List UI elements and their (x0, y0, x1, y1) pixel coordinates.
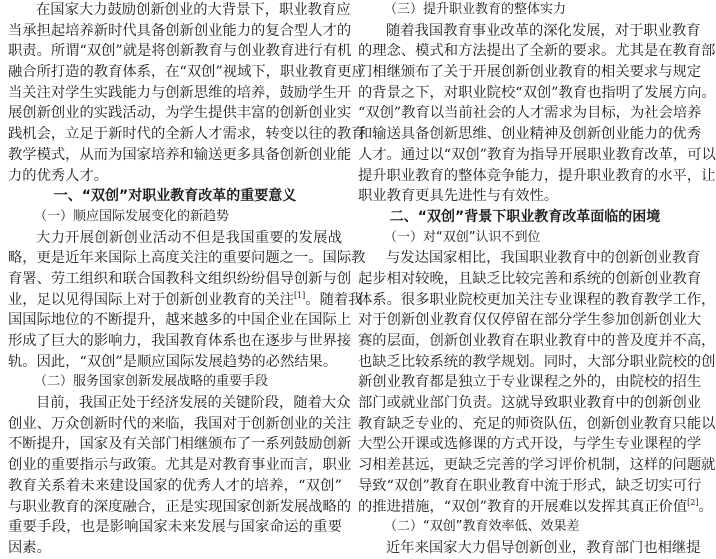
paragraph-last-line: 因素。 (8, 539, 51, 556)
paragraph-line: 也缺乏比较系统的教学规划。同时，大部分职业院校的创 (358, 353, 716, 370)
paragraph-line: 大型公开课或选修课的方式开设，与学生专业课程的学 (358, 436, 702, 453)
paragraph-line: 育署、劳工组织和联合国教科文组织纷纷倡导创新与创 (8, 270, 352, 287)
subsection-heading: （三）提升职业教育的整体实力 (384, 2, 567, 17)
paragraph-line: 当承担起培养新时代具备创新创业能力的复合型人才的 (8, 22, 352, 39)
right-column (358, 0, 716, 559)
paragraph-line: 新创业教育都是独立于专业课程之外的，由院校的招生 (358, 374, 702, 391)
line-text: 业，足以见得国际上对于创新创业教育的关注 (8, 291, 294, 308)
paragraph-line: 践机会，立足于新时代的全新人才需求，转变以往的教育 (8, 126, 366, 143)
subsection-heading: （二）“双创”教育效率低、效果差 (384, 519, 580, 535)
paragraph-line: 对于创新创业教育仅仅停留在部分学生参加创新创业大 (358, 312, 702, 329)
paragraph-first-line: 在国家大力鼓励创新创业的大背景下，职业教育应 (36, 2, 351, 18)
paragraph-first-line: 大力开展创新创业活动不但是我国重要的发展战 (36, 229, 342, 246)
paragraph-line: 重要手段，也是影响国家未来发展与国家命运的重要 (8, 519, 342, 536)
paragraph-line: 创业的重要指示与政策。尤其是对教育事业而言，职业 (8, 457, 352, 474)
paragraph-line: 创业、万众创新时代的来临，我国对于创新创业的关注 (8, 415, 352, 432)
left-column (8, 0, 366, 559)
paragraph-line: 部门或就业部门负责。这就导致职业教育中的创新创业 (358, 395, 702, 412)
paragraph-line: 习相差甚远，更缺乏完善的学习评价机制，这样的问题就 (358, 457, 716, 474)
paragraph-last-line (358, 497, 713, 518)
citation-marker: [1] (293, 290, 306, 300)
paragraph-line (8, 290, 363, 311)
paragraph-last-line: 力的优秀人才。 (8, 167, 109, 184)
section-heading: 一、“双创”对职业教育改革的重要意义 (53, 188, 297, 205)
paragraph-line: 不断提升，国家及有关部门相继颁布了一系列鼓励创新 (8, 436, 352, 453)
paragraph-line: 赛的层面，创新创业教育在职业教育中的普及度并不高， (358, 333, 716, 349)
paragraph-line: 和输送具备创新思维、创业精神及创新创业能力的优秀 (358, 126, 702, 143)
line-text: 的推进措施，“双创”教育的开展难以发挥其真正价值 (358, 498, 688, 515)
paragraph-line: 体系。很多职业院校更加关注专业课程的教育教学工作， (358, 291, 716, 308)
section-heading: 二、“双创”背景下职业教育改革面临的困境 (389, 208, 661, 225)
line-text-after-citation: 。 (698, 498, 713, 515)
paragraph-last-line: 职业教育更具先进性与有效性。 (358, 188, 559, 205)
line-text-after-citation: 。随着我 (305, 291, 363, 308)
paragraph-line: 展创新创业的实践活动，为学生提供丰富的创新创业实 (8, 105, 352, 122)
paragraph-line: 门相继颁布了关于开展创新创业教育的相关要求与规定 (358, 64, 702, 81)
paragraph-first-line: 与发达国家相比，我国职业教育中的创新创业教育 (386, 250, 701, 267)
paragraph-line: 与职业教育的深度融合，正是实现国家创新发展战略的 (8, 498, 352, 515)
paragraph-line: 国国际地位的不断提升，越来越多的中国企业在国际上 (8, 312, 352, 329)
paragraph-first-line: 随着我国教育事业改革的深化发展，对于职业教育 (386, 22, 701, 39)
subsection-heading: （二）服务国家创新发展战略的重要手段 (34, 374, 269, 390)
paragraph-line: 提升职业教育的整体竞争能力，提升职业教育的水平，让 (358, 167, 716, 184)
citation-marker: [2] (687, 497, 699, 507)
paragraph-line: 教育关系着未来建设国家的优秀人才的培养，“双创” (8, 477, 342, 494)
paragraph-first-line: 近年来国家大力倡导创新创业，教育部门也相继提 (386, 539, 701, 556)
paragraph-line: 人才。通过以“双创”教育为指导开展职业教育改革，可以 (358, 146, 716, 163)
subsection-heading: （一）顺应国际发展变化的新趋势 (34, 208, 230, 224)
paragraph-line: 的背景之下，对职业院校“双创”教育也指明了发展方向。 (358, 84, 716, 101)
paragraph-line: 职责。所谓“双创”就是将创新教育与创业教育进行有机 (8, 43, 352, 60)
paragraph-line: 形成了巨大的影响力，我国教育体系也在逐步与世界接 (8, 333, 352, 349)
paragraph-line: 起步相对较晚，且缺乏比较完善和系统的创新创业教育 (358, 270, 702, 287)
paragraph-line: 的理念、模式和方法提出了全新的要求。尤其是在教育部 (358, 43, 716, 60)
paragraph-last-line: 轨。因此，“双创”是顺应国际发展趋势的必然结果。 (8, 353, 338, 370)
paragraph-line: 导致“双创”教育在职业教育中流于形式，缺乏切实可行 (358, 477, 702, 494)
paragraph-line: 融合所打造的教育体系，在“双创”视域下，职业教育更应 (8, 64, 366, 81)
paragraph-line: 教学模式，从而为国家培养和输送更多具备创新创业能 (8, 146, 352, 163)
paragraph-line: 当关注对学生实践能力与创新思维的培养，鼓励学生开 (8, 84, 352, 101)
subsection-heading: （一）对“双创”认识不到位 (384, 229, 541, 245)
paragraph-line: “双创”教育以当前社会的人才需求为目标，为社会培养 (358, 105, 702, 122)
paragraph-first-line: 目前，我国正处于经济发展的关键阶段，随着大众 (36, 395, 351, 412)
paragraph-line: 略，更是近年来国际上高度关注的重要问题之一。国际教 (8, 250, 366, 267)
paragraph-line: 教育缺乏专业的、充足的师资队伍，创新创业教育只能以 (358, 415, 716, 432)
